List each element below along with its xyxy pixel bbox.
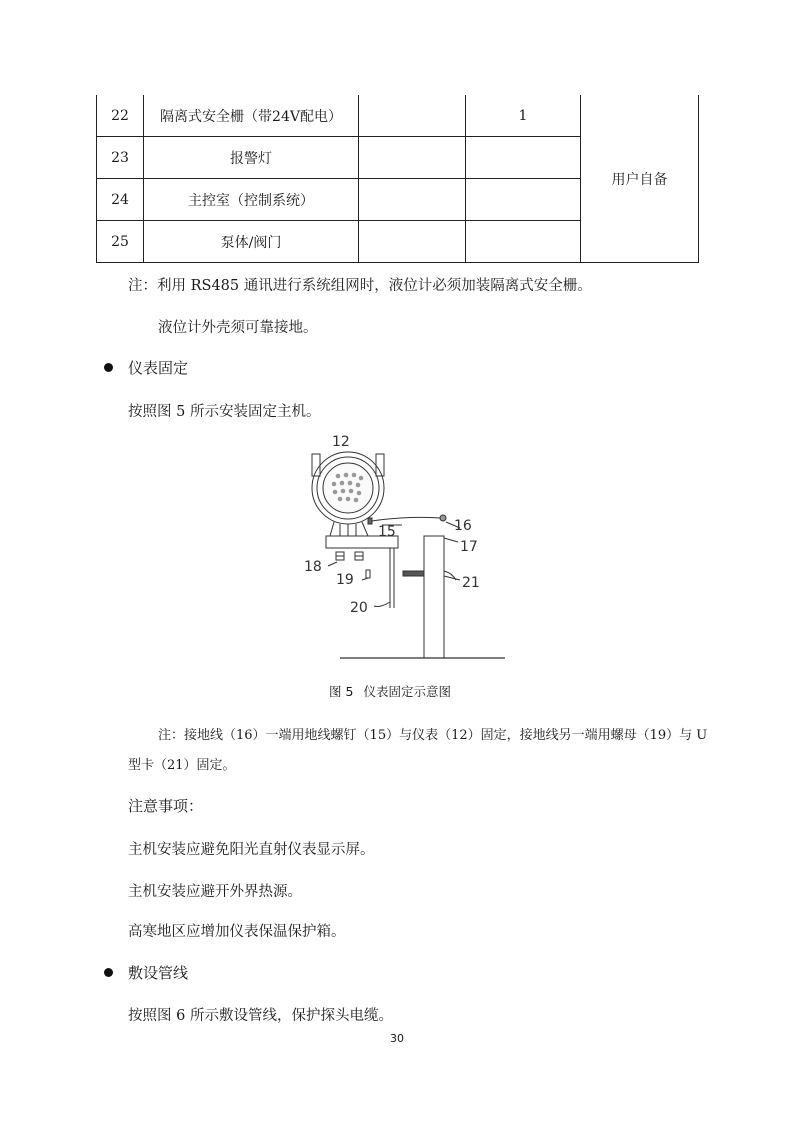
attention-item: 高寒地区应增加仪表保温保护箱。 (128, 924, 346, 940)
label-20: 20 (350, 600, 368, 616)
support-pole (424, 536, 444, 658)
row-name: 泵体/阀门 (144, 221, 359, 263)
attention-title: 注意事项： (128, 797, 204, 815)
row-number: 24 (97, 179, 144, 221)
figure-caption-label: 图 5 (329, 684, 354, 699)
housing-ear-left (312, 454, 320, 476)
label-12: 12 (332, 434, 350, 450)
display-window (323, 463, 373, 513)
page-number: 30 (390, 1032, 404, 1045)
row-quantity (466, 179, 581, 221)
bullet-icon (104, 363, 113, 372)
housing-ear-right (376, 454, 384, 476)
section-title-fix: 仪表固定 (128, 359, 189, 377)
label-16: 16 (454, 518, 472, 534)
label-19: 19 (336, 572, 354, 588)
wire-terminal (440, 515, 446, 521)
u-clamp (403, 571, 424, 576)
figure-caption-text: 仪表固定示意图 (363, 684, 451, 699)
section-text-pipe: 按照图 6 所示敷设管线，保护探头电缆。 (128, 1008, 393, 1024)
row-quantity (466, 137, 581, 179)
merged-note-cell: 用户自备 (581, 95, 699, 263)
rs485-note: 注：利用 RS485 通讯进行系统组网时，液位计必须加装隔离式安全栅。 (128, 278, 592, 294)
figure-caption (329, 682, 461, 700)
bullet-icon (104, 968, 113, 977)
section-text-fix: 按照图 5 所示安装固定主机。 (128, 404, 321, 420)
attention-item: 主机安装应避开外界热源。 (128, 884, 302, 900)
table-row (97, 95, 699, 137)
grounding-note: 液位计外壳须可靠接地。 (158, 320, 318, 336)
parts-table (96, 95, 699, 263)
row-number: 23 (97, 137, 144, 179)
nut (366, 570, 370, 578)
row-spec (359, 137, 466, 179)
row-number: 25 (97, 221, 144, 263)
ground-wire (372, 517, 440, 521)
attention-item: 主机安装应避免阳光直射仪表显示屏。 (128, 842, 375, 858)
figure-note-line1: 注：接地线（16）一端用地线螺钉（15）与仪表（12）固定，接地线另一端用螺母（19）与 U (158, 728, 708, 743)
row-name: 隔离式安全栅（带24V配电） (144, 95, 359, 137)
ground-screw (368, 518, 372, 524)
row-quantity (466, 221, 581, 263)
row-name: 主控室（控制系统） (144, 179, 359, 221)
label-21: 21 (462, 575, 480, 591)
row-spec (359, 179, 466, 221)
label-15: 15 (378, 524, 396, 540)
installation-diagram (300, 430, 520, 665)
label-18: 18 (304, 559, 322, 575)
row-name: 报警灯 (144, 137, 359, 179)
figure-note-line2: 型卡（21）固定。 (128, 758, 236, 773)
row-spec (359, 95, 466, 137)
row-number: 22 (97, 95, 144, 137)
section-title-pipe: 敷设管线 (128, 964, 189, 982)
row-quantity: 1 (466, 95, 581, 137)
row-spec (359, 221, 466, 263)
label-17: 17 (460, 539, 478, 555)
